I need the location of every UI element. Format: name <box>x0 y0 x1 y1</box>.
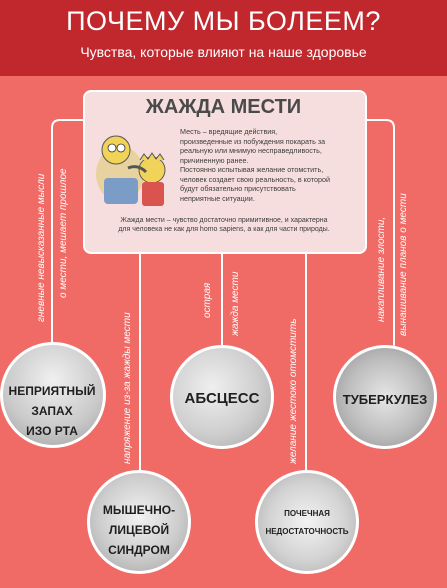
card-footer-line: Жажда мести – чувство достаточно примитивное, и характерна <box>120 217 328 224</box>
tuberculosis-label: ТУБЕРКУЛЕЗ <box>342 392 428 407</box>
card-body-line: реальную или мнимую несправедливость, <box>180 146 322 155</box>
card-body-line: будут обязательно присутствовать <box>180 184 296 193</box>
branch-label-right-1: накапливание злости, <box>376 216 387 322</box>
branch-label-inner-right: желание жестоко отомстить <box>288 318 299 464</box>
card-body-line: неприятные ситуации. <box>180 193 255 203</box>
kidney-failure-line: ПОЧЕЧНАЯ <box>284 509 330 518</box>
branch-label-inner-left: напряжение из-за жажды мести <box>122 312 133 464</box>
card-title: ЖАЖДА МЕСТИ <box>145 96 302 118</box>
cartoon-illustration <box>90 124 176 212</box>
branch-label-center-1: острая <box>202 282 213 318</box>
branch-label-right-2: вынашивание планов о мести <box>398 193 409 336</box>
facial-syndrome-line: СИНДРОМ <box>108 543 170 557</box>
card-body-line: произведенные из побуждения покарать за <box>180 136 326 146</box>
card-body-line: Месть – вредящие действия, <box>180 127 278 136</box>
card-body-line: человек создает свою реальность, в которой <box>180 174 330 184</box>
kidney-failure-line: НЕДОСТАТОЧНОСТЬ <box>265 527 349 536</box>
branch-label-center-2: жажда мести <box>230 271 241 336</box>
facial-syndrome-line: МЫШЕЧНО- <box>102 503 176 517</box>
facial-syndrome-line: ЛИЦЕВОЙ <box>108 523 170 537</box>
page-title: ПОЧЕМУ МЫ БОЛЕЕМ? <box>66 6 381 36</box>
bad-breath-line: НЕПРИЯТНЫЙ <box>8 384 96 398</box>
bad-breath-label <box>2 381 102 441</box>
bad-breath-line: ЗАПАХ <box>31 404 73 418</box>
card-body-line: причиненную ранее. <box>180 155 249 165</box>
facial-syndrome-label <box>89 500 189 560</box>
page-subtitle: Чувства, которые влияют на наше здоровье <box>80 44 367 60</box>
bad-breath-line: ИЗО РТА <box>26 424 78 438</box>
card-footer-note <box>88 216 360 234</box>
kidney-failure-label <box>257 505 357 541</box>
branch-label-left-1: гневные невысказанные мысли <box>36 173 47 322</box>
abscess-label: АБСЦЕСС <box>184 390 260 407</box>
card-footer-line: для человека не как для homo sapiens, а как для части природы. <box>118 226 330 233</box>
branch-label-left-2: о мести, мешает прошлое <box>58 168 69 298</box>
card-body-line: Постоянно испытывая желание отомстить, <box>180 165 324 174</box>
card-description <box>180 127 356 203</box>
